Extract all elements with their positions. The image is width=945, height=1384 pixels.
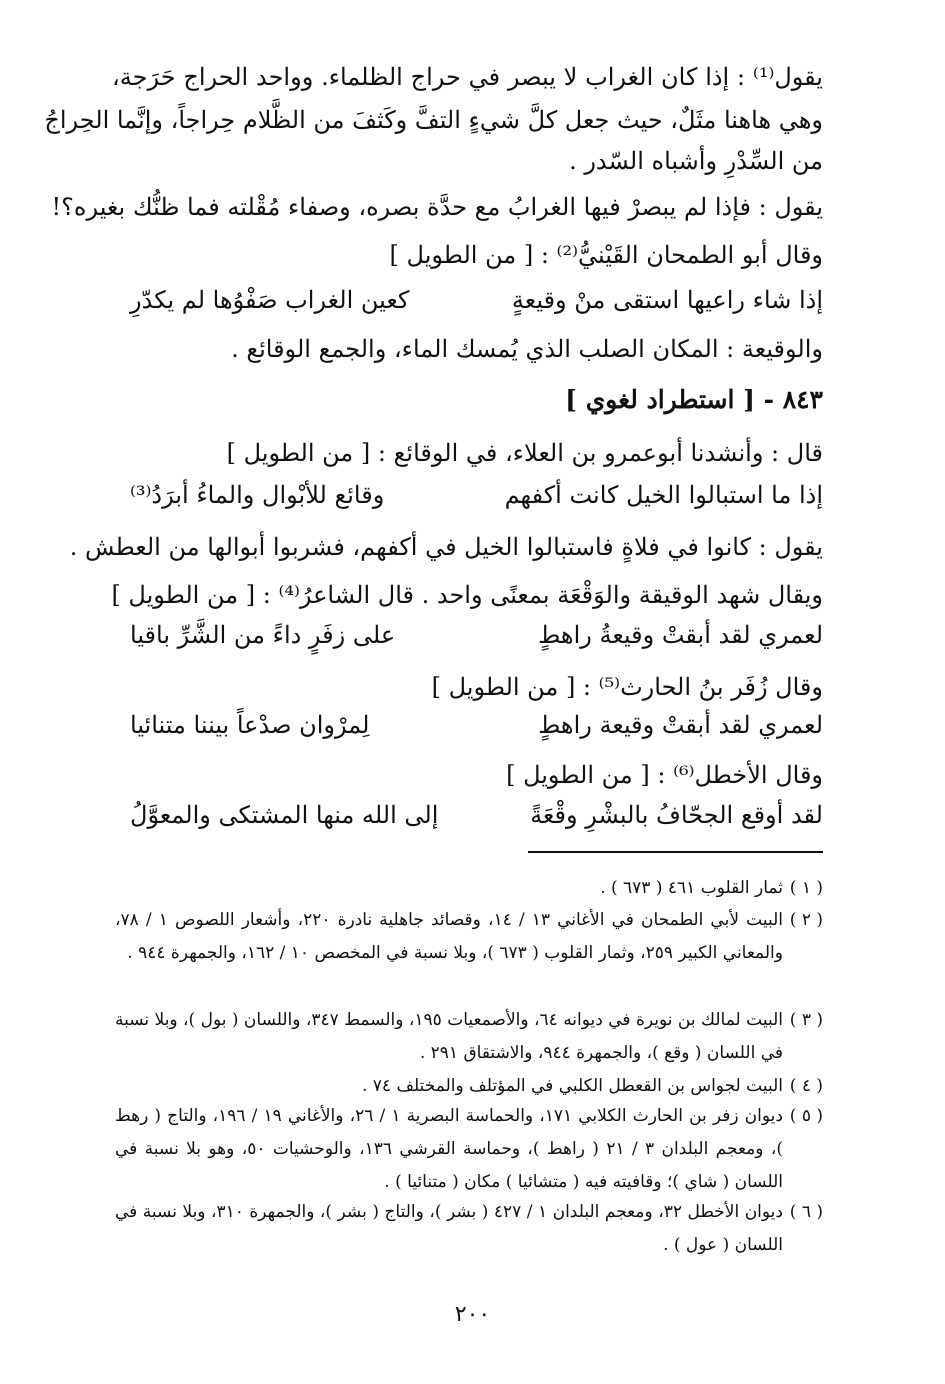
footnote-text: البيت لمالك بن نويرة في ديوانه ٦٤، والأصمعيات ١٩٥، والسمط ٣٤٧، واللسان ( بول )، وبلا نسبة في اللسان ( وقع )، والجمهرة ٩٤٤، والاشتقاق ٢٩١ . xyxy=(115,1010,783,1063)
page-number: ٢٠٠ xyxy=(454,1302,491,1327)
verse-second-hemistich: كعين الغراب صَفْوُها لم يكدّرِ xyxy=(130,286,410,314)
footnote-number: ( ١ ) xyxy=(789,878,823,898)
footnote xyxy=(115,904,823,970)
verse-first-hemistich: لعمري لقد أبقتْ وقيعة راهطٍ xyxy=(538,711,823,739)
footnote-text: ثمار القلوب ٤٦١ ( ٦٧٣ ) . xyxy=(600,878,783,898)
footnote xyxy=(115,1070,823,1103)
verse-second-hemistich: وقائع للأبْوال والماءُ أبرَدُ⁽³⁾ xyxy=(130,481,385,509)
footnote-text: ديوان زفر بن الحارث الكلابي ١٧١، والحماسة البصرية ١ / ٢٦، والأغاني ١٩ / ١٩٦، والتاج ( رهط )، ومعجم البلدان ٣ / ٢١ ( راهط )، وحماسة القرشي ١٣٦، والوحشيات ٥٠، وهو بلا نسبة في اللسان ( شاي )؛ وقافيته فيه ( متشائيا ) مكان ( متنائيا ) . xyxy=(115,1106,783,1192)
footnote xyxy=(115,872,823,905)
footnote-text: البيت لجواس بن القعطل الكلبي في المؤتلف والمختلف ٧٤ . xyxy=(361,1076,783,1096)
paragraph-line: يقول : كانوا في فلاةٍ فاستبالوا الخيل في أكفهم، فشربوا أبوالها من العطش . xyxy=(69,533,823,561)
footnote-number: ( ٦ ) xyxy=(789,1202,823,1222)
footnote-number: ( ٢ ) xyxy=(789,910,823,930)
footnote-number: ( ٣ ) xyxy=(789,1010,823,1030)
paragraph-line: من السِّدْرِ وأشباه السّدر . xyxy=(569,147,823,175)
footnote-text: البيت لأبي الطمحان في الأغاني ١٣ / ١٤، وقصائد جاهلية نادرة ٢٢٠، وأشعار اللصوص ١ / ٧٨، والمعاني الكبير ٢٥٩، وثمار القلوب ( ٦٧٣ )، وبلا نسبة في المخصص ١٠ / ١٦٢، والجمهرة ٩٤٤ . xyxy=(115,910,783,963)
verse-first-hemistich: إذا شاء راعيها استقى منْ وقيعةٍ xyxy=(511,286,823,314)
verse-second-hemistich: إلى الله منها المشتكى والمعوَّلُ xyxy=(130,801,439,829)
footnote-text: ديوان الأخطل ٣٢، ومعجم البلدان ١ / ٤٢٧ ( بشر )، والتاج ( بشر )، والجمهرة ٣١٠، وبلا نسبة في اللسان ( عول ) . xyxy=(115,1202,783,1255)
paragraph-line: وهي هاهنا مثَلٌ، حيث جعل كلَّ شيءٍ التفَّ وكَثفَ من الظَّلام حِراجاً، وإنَّما الحِراجُ xyxy=(44,106,823,134)
footnote xyxy=(115,1004,823,1070)
footnote xyxy=(115,1196,823,1262)
footnote-number: ( ٤ ) xyxy=(789,1076,823,1096)
footnote xyxy=(115,1100,823,1199)
verse-first-hemistich: لعمري لقد أبقتْ وقيعةُ راهطٍ xyxy=(538,621,823,649)
verse-second-hemistich: على زفَرٍ داءً من الشَّرِّ باقيا xyxy=(130,621,396,649)
poet-intro: وقال الأخطل⁽⁶⁾ : [ من الطويل ] xyxy=(506,761,823,789)
footnote-separator xyxy=(528,851,823,853)
verse-first-hemistich: لقد أوقع الجحّافُ بالبشْرِ وقْعَةً xyxy=(530,801,823,829)
poet-intro: وقال أبو الطمحان القَيْنيُّ⁽²⁾ : [ من الطويل ] xyxy=(389,241,823,269)
footnote-number: ( ٥ ) xyxy=(789,1106,823,1126)
poet-intro: قال : وأنشدنا أبوعمرو بن العلاء، في الوقائع : [ من الطويل ] xyxy=(226,439,823,467)
paragraph-line: والوقيعة : المكان الصلب الذي يُمسك الماء، والجمع الوقائع . xyxy=(231,335,823,363)
verse-first-hemistich: إذا ما استبالوا الخيل كانت أكفهم xyxy=(504,481,823,509)
paragraph-line: يقول : فإذا لم يبصرْ فيها الغرابُ مع حدَّة بصره، وصفاء مُقْلته فما ظنُّك بغيره؟! xyxy=(51,193,823,221)
paragraph-line: يقول⁽¹⁾ : إذا كان الغراب لا يبصر في حراج الظلماء. وواحد الحراج حَرَجة، xyxy=(112,63,823,91)
verse-second-hemistich: لِمرْوان صدْعاً بيننا متنائيا xyxy=(130,711,370,739)
poet-intro: ويقال شهد الوقيقة والوَقْعَة بمعنًى واحد . قال الشاعرُ⁽⁴⁾ : [ من الطويل ] xyxy=(111,581,823,609)
section-heading: ٨٤٣ - [ استطراد لغوي ] xyxy=(565,385,823,414)
poet-intro: وقال زُفَر بنُ الحارث⁽⁵⁾ : [ من الطويل ] xyxy=(431,673,823,701)
